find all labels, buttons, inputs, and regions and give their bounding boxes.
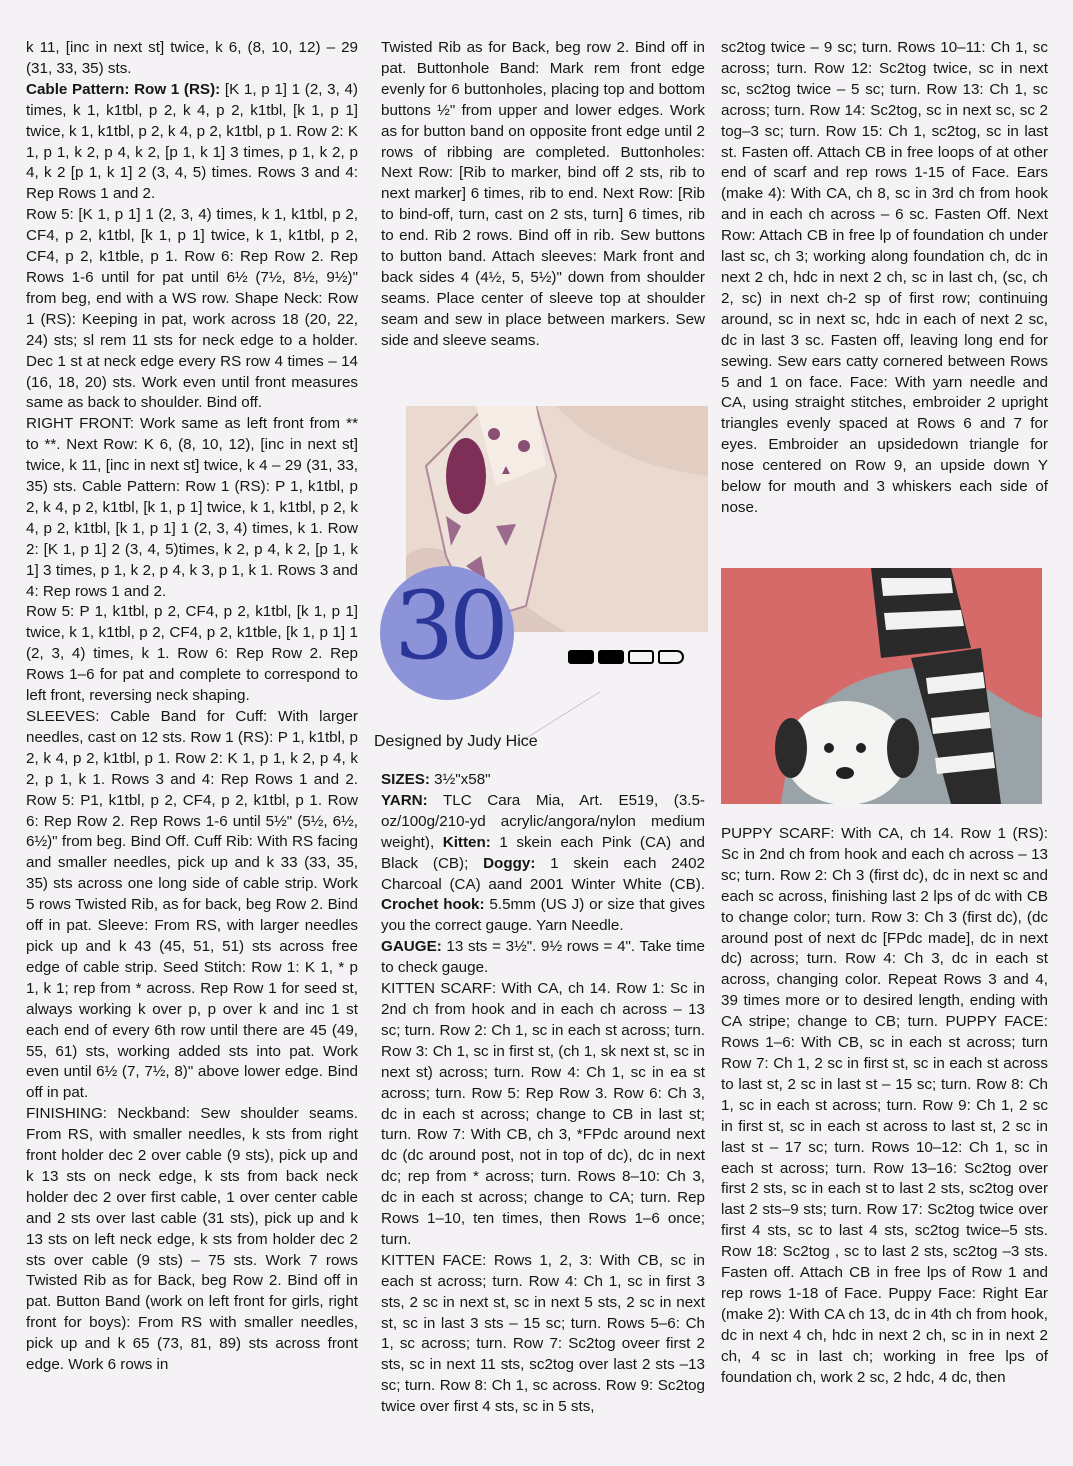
column-3-bottom bbox=[721, 824, 1048, 1388]
column-3-top bbox=[721, 38, 1048, 519]
skill-level-box bbox=[568, 650, 594, 664]
paragraph: PUPPY SCARF: With CA, ch 14. Row 1 (RS): Sc in 2nd ch from hook and each ch across – 13 sc; turn. Row 2: Ch 3 (first dc), dc in next sc and each sc across, finishing last 2 lps of dc with CB to change color; turn. Row 3: Ch 3 (first dc), (dc around post of next dc [FPdc made], dc in next dc) across; turn. Row 4: Ch 3, dc in each st across, changing color. Repeat Rows 3 and 4, 39 times more or to desired length, ending with CA stripe; change to CB; turn. PUPPY FACE: Rows 1–6: With CB, sc in each st across; turn Row 7: Ch 1, 2 sc in first st, sc in each st across to last st, 2 sc in last st – 15 sc; turn. Row 8: Ch 1, sc in each st across; turn. Row 9: Ch 1, 2 sc in first st, sc in each st across to last st, 2 sc in last st – 17 sc; turn. Rows 10–12: Ch 1, sc in each st across; turn. Row 13–16: Sc2tog over first 2 sts, sc in each st to last 2 sts, sc2tog over last 2 sts–9 sts; turn. Row 17: Sc2tog twice over first 4 sts, sc to last 4 sts, sc2tog twice–5 sts. Row 18: Sc2tog , sc to last 2 sts, sc2tog –3 sts. Fasten off. Attach CB in free lps of Row 1 and rep rows 1-18 of Face. Puppy Face: Right Ear (make 2): With CA ch 13, dc in 4th ch from hook, dc in next 4 ch, hdc in next 2 ch, sc in in next 2 ch, 4 sc in last ch; working in free lps of foundation ch, work 2 sc, 2 hdc, 4 dc, then bbox=[721, 825, 1048, 1386]
paragraph: k 11, [inc in next st] twice, k 6, (8, 10, 12) – 29 (31, 33, 35) sts. bbox=[26, 39, 358, 77]
kitten-face-paragraph: KITTEN FACE: Rows 1, 2, 3: With CB, sc in each st across; turn. Row 4: Ch 1, sc in first 3 sts, 2 sc in next st, sc in next 5 sts, 2 sc in next st, sc in last 3 sts – 15 sc; turn. Rows 5–6: Ch 1, sc across; turn. Row 7: Sc2tog oveer first 2 sts, sc in next 11 sts, sc2tog over last 2 sts –13 sc; turn. Row 8: Ch 1, sc across. Row 9: Sc2tog twice over first 4 sts, sc in 5 sts, bbox=[381, 1251, 705, 1416]
designer-credit: Designed by Judy Hice bbox=[374, 733, 538, 750]
text: Row 2: K 1, p 1, k 2, p 4, k 2, [p 1, k 1] 3 times, p 1, k 2, p 4, k 2 [p 1, k 1] 2 (3, 4, 5) times. Rows 3 and 4: Rep Rows 1 and 2. bbox=[26, 122, 358, 203]
paragraph: Row 5: P 1, k1tbl, p 2, CF4, p 2, k1tbl, [k 1, p 1] twice, k 1, k1tbl, p 2, CF4, p 2, k1tble, [k 1, p 1] 1 (2, 3, 4) times, k 1. Row 6: Rep Row 2. Rep Rows 1–6 for pat and complete to correspond to left front, reversing neck shaping. bbox=[26, 603, 358, 705]
paragraph: Twisted Rib as for Back, beg row 2. Bind off in pat. Buttonhole Band: Mark rem front edge evenly for 6 buttonholes, placing top and bottom buttons ½" from upper and lower edges. Work as for button band on opposite front edge until 2 rows of ribbing are completed. Buttonholes: Next Row: [Rib to marker, bind off 2 sts, rib to next marker] 6 times, rib to end. Next Row: [Rib to bind-off, turn, cast on 2 sts, turn] 6 times, rib to end. Rib 2 rows. Bind off in rib. Sew buttons to button band. Attach sleeves: Mark front and back sides 4 (4½, 5, 5½)" down from shoulder seams. Place center of sleeve top at shoulder seam and sew in place between markers. Sew side and sleeve seams. bbox=[381, 39, 705, 349]
paragraph: RIGHT FRONT: Work same as left front from ** to **. Next Row: K 6, (8, 10, 12), [inc in next st] twice, k 11, [inc in next st] twice, k 4 – 29 (31, 33, 35) sts. Cable Pattern: Row 1 (RS): P 1, k1tbl, p 2, k 4, p 2, k1tbl, [k 1, p 1] twice, k 1, k1tbl, p 2, k 4, p 2, k1tbl, [k 1, p 1] 1 (2, 3, 4) times, k 1. Row 2: [K 1, p 1] 2 (3, 4, 5)times, k 2, p 4, k 2, [p 1, k 1] 3 times, p 1, k 2, p 4, k 3, p 1, k 1. Rows 3 and 4: Rep rows 1 and 2. bbox=[26, 415, 358, 600]
text: [K 1, p 1] 1 (2, 3, 4) times, k 1, k1tbl, p 2, k 4, p 2, k1tbl, [k 1, p 1] twice, k 1, k1tbl, p 2, k 4, p 2, k1tbl, p 1. bbox=[26, 80, 358, 140]
gauge-paragraph bbox=[381, 937, 705, 979]
heading: Cable Pattern: Row 1 (RS): bbox=[26, 80, 221, 98]
label: GAUGE: bbox=[381, 938, 442, 956]
yarn-paragraph bbox=[381, 791, 705, 937]
label: SIZES: bbox=[381, 771, 430, 788]
paragraph: sc2tog twice – 9 sc; turn. Rows 10–11: Ch 1, sc across; turn. Row 12: Sc2tog twice, sc in next sc, sc2tog twice – 5 sc; turn. Row 13: Ch 1, sc across; turn. Row 14: Sc2tog, sc in next sc, sc 2 tog–3 sc; turn. Row 15: Ch 1, sc2tog, sc in last st. Fasten off. Attach CB in free loops of at other end of scarf and rep rows 1-15 of Face. Ears (make 4): With CA, ch 8, sc in 3rd ch from hook and in each ch across – 6 sc. Fasten Off. Next Row: Attach CB in free lp of foundation ch under last sc, ch 3; working along foundation ch, dc in next 2 ch, hdc in next 2 ch, sc in last ch, (sc, ch 2, sc) in next ch-2 sp of first row; continuing around, sc in next sc, hdc in each of next 2 sc, dc in last 3 sc. Fasten off, leaving long end for sewing. Sew ears catty cornered between Rows 5 and 1 on face. Face: With yarn needle and CA, using straight stitches, embroider 2 upright triangles evenly spaced at Rows 6 and 7 for eyes. Embroider an upsidedown triangle for nose centered on Row 9, an upside down Y below for mouth and 3 whiskers each side of nose. bbox=[721, 39, 1048, 516]
label: Doggy: bbox=[483, 854, 536, 872]
text: 1 skein each Pink (CA) and Black (CB); bbox=[381, 833, 706, 872]
paragraph: Row 5: [K 1, p 1] 1 (2, 3, 4) times, k 1, k1tbl, p 2, CF4, p 2, k1tbl, [k 1, p 1] twice, k 1, k1tbl, p 2, CF4, p 2, k1tble, p 1. Row 6: Rep Row 2. Rep Rows 1-6 until for pat until 6½ (7½, 8½, 9½)" from beg, end with a WS row. Shape Neck: Row 1 (RS): Keeping in pat, work across 18 (20, 22, 24) sts; sl rem 11 sts for neck edge to a holder. Dec 1 st at neck edge every RS row 4 times – 14 (16, 18, 20) sts. Work even until front measures same as back to shoulder. Bind off. bbox=[26, 206, 358, 412]
label: Kitten: bbox=[442, 833, 491, 851]
text: 1 skein each 2402 Charcoal (CA) aand 2001 Winter White (CB). bbox=[381, 854, 706, 893]
text: 3½"x58" bbox=[429, 771, 491, 788]
puppy-scarf-image bbox=[721, 568, 1042, 804]
skill-level-box bbox=[658, 650, 684, 664]
kitten-scarf-paragraph: KITTEN SCARF: With CA, ch 14. Row 1: Sc in 2nd ch from hook and in each ch across – 13 sc; turn. Row 2: Ch 1, sc in each st across; turn. Row 3: Ch 1, sc in first st, (ch 1, sk next st, sc in next st) across; turn. Row 4: Ch 1, sc in ea st across; turn. Row 5: Rep Row 3. Row 6: Ch 3, dc in each st across; change to CB in last st; turn. Row 7: With CB, ch 3, *FPdc around next dc (dc around post, not in top of dc), dc in next dc; rep from * across; turn. Rows 8–10: Ch 3, dc in each st across; change to CA; turn. Rep Rows 1–10, ten times, then Rows 1–6 once; turn. bbox=[381, 980, 705, 1248]
paragraph bbox=[26, 80, 358, 205]
project-number: 30 bbox=[394, 572, 504, 681]
skill-level-box bbox=[628, 650, 654, 664]
text: 13 sts = 3½". 9½ rows = 4". Take time to check gauge. bbox=[381, 938, 705, 977]
sizes-line bbox=[381, 770, 705, 791]
puppy-scarf-photo bbox=[721, 568, 1042, 804]
text: 5.5mm (US J) or size that gives you the correct gauge. Yarn Needle. bbox=[381, 896, 705, 935]
skill-level-indicator bbox=[568, 650, 684, 666]
paragraph: SLEEVES: Cable Band for Cuff: With larger needles, cast on 12 sts. Row 1 (RS): P 1, k1tbl, p 2, k 4, p 2, k1tbl, p 1. Row 2: K 1, p 1, k 2, p 4, k 2, p 1, k 1. Rows 3 and 4: Rep Rows 1 and 2. Row 5: P1, k1tbl, p 2, CF4, p 2, k1tbl, p 1. Row 6: Rep Row 2. Rep Rows 1-6 until 5½" (5½, 6½, 6½)" from beg. Bind Off. Cuff Rib: With RS facing and smaller needles, pick up and k 33 (33, 35, 35) sts across one long side of cable strip. Work 5 rows Twisted Rib, as for back, beg Row 2. Bind off in pat. Sleeve: From RS, with larger needles pick up and k 43 (45, 51, 51) sts across free edge of cable strip. Seed Stitch: Row 1: K 1, * p 1, k 1; rep from * across. Rep Row 1 for seed st, always working k over p, p over k and inc 1 st each end of every 6th row until there are 45 (49, 55, 61) sts, working added sts into pat. Work even until 6½ (7, 7½, 8)" above lower edge. Bind off in pat. bbox=[26, 708, 358, 1102]
label: YARN: bbox=[381, 791, 428, 809]
skill-level-box bbox=[598, 650, 624, 664]
column-1 bbox=[26, 38, 358, 1376]
label: Crochet hook: bbox=[381, 896, 485, 914]
text: TLC Cara Mia, Art. E519, (3.5-oz/100g/210-yd acrylic/angora/nylon medium weight), bbox=[381, 791, 705, 851]
column-2-bottom bbox=[381, 770, 705, 1418]
paragraph: FINISHING: Neckband: Sew shoulder seams. From RS, with smaller needles, k sts from right front holder dec 2 over cable (9 sts), pick up and k 13 sts on neck edge, k sts from back neck holder dec 2 over first cable, 1 over center cable and 2 sts over last cable (31 sts), pick up and k 13 sts on left neck edge, k sts from holder dec 2 sts over cable (9 sts) – 75 sts. Work 7 rows Twisted Rib as for Back, beg Row 2. Bind off in pat. Button Band (work on left front for girls, right front for boys): From RS with smaller needles, pick up and k 65 (73, 81, 89) sts across front edge. Work 6 rows in bbox=[26, 1105, 358, 1374]
column-2-top bbox=[381, 38, 705, 352]
